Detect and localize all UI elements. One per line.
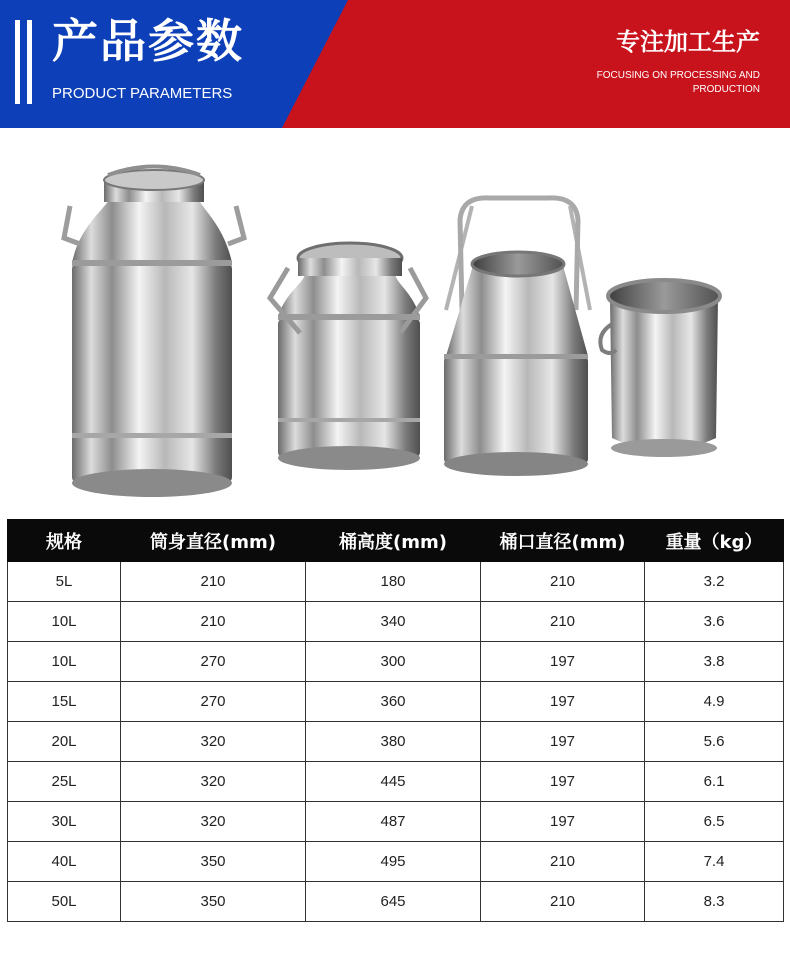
cell-spec: 20L xyxy=(8,722,121,762)
cell-height: 495 xyxy=(306,842,481,882)
cell-spec: 10L xyxy=(8,642,121,682)
cell-height: 300 xyxy=(306,642,481,682)
table-row xyxy=(8,882,784,922)
cell-body-diameter: 320 xyxy=(121,802,306,842)
table-row xyxy=(8,642,784,682)
column-header-body-diameter: 筒身直径(mm) xyxy=(121,520,306,562)
table-row xyxy=(8,602,784,642)
cell-spec: 30L xyxy=(8,802,121,842)
large-milk-can-image xyxy=(64,167,244,498)
milk-pail-image xyxy=(444,198,590,476)
product-photo xyxy=(0,128,790,518)
cell-height: 380 xyxy=(306,722,481,762)
cell-mouth-diameter: 210 xyxy=(481,882,645,922)
decor-vertical-line xyxy=(27,20,32,104)
column-header-weight: 重量（kg） xyxy=(645,520,784,562)
cell-height: 340 xyxy=(306,602,481,642)
cell-mouth-diameter: 197 xyxy=(481,722,645,762)
table-row xyxy=(8,682,784,722)
cell-mouth-diameter: 210 xyxy=(481,562,645,602)
cell-spec: 25L xyxy=(8,762,121,802)
table-row xyxy=(8,762,784,802)
column-header-spec: 规格 xyxy=(8,520,121,562)
cell-height: 360 xyxy=(306,682,481,722)
cell-weight: 4.9 xyxy=(645,682,784,722)
cell-weight: 3.2 xyxy=(645,562,784,602)
page-subtitle: PRODUCT PARAMETERS xyxy=(52,85,233,102)
slogan-subtitle-line: FOCUSING ON PROCESSING AND xyxy=(596,70,760,81)
slogan-subtitle-line: PRODUCTION xyxy=(692,84,760,95)
cell-spec: 50L xyxy=(8,882,121,922)
cell-weight: 7.4 xyxy=(645,842,784,882)
cell-spec: 10L xyxy=(8,602,121,642)
table-row xyxy=(8,562,784,602)
cell-mouth-diameter: 197 xyxy=(481,802,645,842)
cell-body-diameter: 210 xyxy=(121,602,306,642)
cell-height: 645 xyxy=(306,882,481,922)
slogan-title: 专注加工生产 xyxy=(616,28,760,56)
cell-height: 487 xyxy=(306,802,481,842)
cell-mouth-diameter: 197 xyxy=(481,642,645,682)
cell-weight: 6.1 xyxy=(645,762,784,802)
cell-mouth-diameter: 197 xyxy=(481,762,645,802)
cell-body-diameter: 320 xyxy=(121,762,306,802)
cell-weight: 8.3 xyxy=(645,882,784,922)
cell-body-diameter: 320 xyxy=(121,722,306,762)
page-title: 产品参数 xyxy=(52,14,244,68)
cell-body-diameter: 350 xyxy=(121,882,306,922)
cell-spec: 15L xyxy=(8,682,121,722)
column-header-height: 桶高度(mm) xyxy=(306,520,481,562)
slogan-subtitle xyxy=(597,69,760,97)
cell-body-diameter: 270 xyxy=(121,642,306,682)
cell-body-diameter: 270 xyxy=(121,682,306,722)
spec-table xyxy=(7,519,784,922)
table-header-row xyxy=(8,520,784,562)
cell-spec: 5L xyxy=(8,562,121,602)
table-row xyxy=(8,842,784,882)
cell-weight: 3.6 xyxy=(645,602,784,642)
cell-body-diameter: 350 xyxy=(121,842,306,882)
table-row xyxy=(8,722,784,762)
cell-mouth-diameter: 197 xyxy=(481,682,645,722)
cell-weight: 5.6 xyxy=(645,722,784,762)
cell-weight: 6.5 xyxy=(645,802,784,842)
cell-height: 445 xyxy=(306,762,481,802)
cell-weight: 3.8 xyxy=(645,642,784,682)
column-header-mouth-diameter: 桶口直径(mm) xyxy=(481,520,645,562)
bucket-image xyxy=(600,280,720,457)
cell-spec: 40L xyxy=(8,842,121,882)
header-banner xyxy=(0,0,790,128)
medium-milk-can-image xyxy=(270,243,426,470)
cell-mouth-diameter: 210 xyxy=(481,602,645,642)
cell-height: 180 xyxy=(306,562,481,602)
table-row xyxy=(8,802,784,842)
cell-body-diameter: 210 xyxy=(121,562,306,602)
cell-mouth-diameter: 210 xyxy=(481,842,645,882)
decor-vertical-line xyxy=(15,20,20,104)
